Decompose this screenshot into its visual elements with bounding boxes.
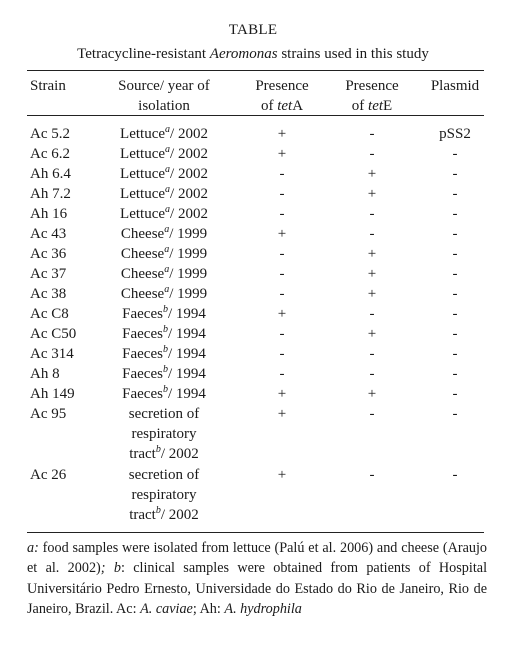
source-footnote-mark: a <box>165 124 171 135</box>
plasmid-cell: - <box>452 406 458 422</box>
tetA-cell: + <box>277 306 287 322</box>
source-name: Lettuce <box>120 126 166 142</box>
strain-cell: Ac 95 <box>30 406 67 422</box>
plasmid-cell: - <box>452 246 458 262</box>
source-footnote-mark: b <box>162 384 168 395</box>
source-year: / 1994 <box>167 306 206 322</box>
source-name: Lettuce <box>120 166 166 182</box>
tetA-cell: + <box>277 406 287 422</box>
footnote-b-text: : clinical samples were obtained from patients of Hospital Universitário Pedro Ernesto, Universidade do Estado do Rio de Janeiro, Rio de Janeiro, Brazil. Ac: <box>27 560 488 617</box>
source-name: Cheese <box>120 286 165 302</box>
source-line1: secretion of <box>128 406 200 422</box>
header-tetA-suffix: A <box>292 98 304 114</box>
source-line2: respiratory <box>131 487 197 503</box>
source-year: / 2002 <box>170 206 208 222</box>
source-footnote-mark: a <box>164 224 170 235</box>
source-cell <box>106 224 222 244</box>
source-year: / 2002 <box>160 446 199 462</box>
plasmid-cell: - <box>452 226 458 242</box>
source-name: Cheese <box>120 226 165 242</box>
table-body <box>0 124 506 526</box>
plasmid-cell: - <box>452 166 458 182</box>
source-footnote-mark: a <box>164 284 170 295</box>
source-name: Lettuce <box>120 186 166 202</box>
tetE-cell: + <box>367 166 377 182</box>
tetA-cell: - <box>279 166 285 182</box>
source-footnote-mark: a <box>165 204 171 215</box>
plasmid-cell: - <box>452 266 458 282</box>
strain-cell: Ah 8 <box>30 366 60 382</box>
header-source <box>106 76 222 116</box>
strain-cell: Ac 43 <box>30 226 67 242</box>
source-footnote-mark: a <box>164 244 170 255</box>
tetA-cell: - <box>279 346 285 362</box>
tetA-cell: - <box>279 366 285 382</box>
source-name: tract <box>129 446 156 462</box>
tetE-cell: - <box>369 126 375 142</box>
header-plasmid: Plasmid <box>430 78 480 94</box>
table-row <box>0 364 506 384</box>
footnote-a-text: food samples were isolated from lettuce (Palú et al. 2006) and cheese (Araujo et al. 2002) <box>27 540 487 577</box>
plasmid-cell: pSS2 <box>439 126 471 142</box>
tetE-cell: - <box>369 366 375 382</box>
footnote-separator: ; <box>100 560 114 577</box>
tetA-cell: - <box>279 186 285 202</box>
source-name: Faeces <box>122 306 163 322</box>
footnote-ah-species: A. hydrophila <box>224 600 302 617</box>
source-year: / 2002 <box>170 146 208 162</box>
source-year: / 1994 <box>167 346 206 362</box>
strain-cell: Ac 5.2 <box>30 126 70 142</box>
table-row <box>0 304 506 324</box>
plasmid-cell: - <box>452 306 458 322</box>
plasmid-cell: - <box>452 386 458 402</box>
source-year: / 1999 <box>169 266 208 282</box>
source-footnote-mark: b <box>162 324 168 335</box>
tetE-cell: + <box>367 186 377 202</box>
strain-cell: Ac 36 <box>30 246 67 262</box>
strain-cell: Ah 6.4 <box>30 166 71 182</box>
header-tetA-line1: Presence <box>255 78 309 94</box>
table-row <box>0 465 506 526</box>
table-caption <box>0 46 506 63</box>
source-name: Faeces <box>122 366 163 382</box>
tetA-cell: - <box>279 286 285 302</box>
source-year: / 1994 <box>167 366 206 382</box>
bottom-rule <box>27 532 484 533</box>
source-line3 <box>106 505 222 525</box>
table-row <box>0 244 506 264</box>
source-cell <box>106 264 222 284</box>
source-year: / 1999 <box>169 286 208 302</box>
source-year: / 1994 <box>167 326 206 342</box>
tetA-cell: - <box>279 266 285 282</box>
strain-cell: Ac 37 <box>30 266 67 282</box>
header-tetA <box>240 76 324 116</box>
source-footnote-mark: a <box>164 264 170 275</box>
source-footnote-mark: b <box>162 364 168 375</box>
table-label: TABLE <box>228 22 278 38</box>
source-footnote-mark: a <box>165 184 171 195</box>
strain-cell: Ah 7.2 <box>30 186 71 202</box>
strain-cell: Ac 6.2 <box>30 146 70 162</box>
plasmid-cell: - <box>452 346 458 362</box>
strain-cell: Ac C50 <box>30 326 77 342</box>
caption-prefix: Tetracycline-resistant <box>77 46 210 62</box>
source-cell <box>106 144 222 164</box>
source-cell <box>106 284 222 304</box>
header-tetA-prefix: of <box>260 98 278 114</box>
tetA-cell: + <box>277 386 287 402</box>
source-name: Faeces <box>122 326 163 342</box>
plasmid-cell: - <box>452 467 458 483</box>
tetA-cell: - <box>279 246 285 262</box>
strain-cell: Ac C8 <box>30 306 69 322</box>
source-cell <box>106 244 222 264</box>
table-row <box>0 324 506 344</box>
source-footnote-mark: b <box>162 344 168 355</box>
plasmid-cell: - <box>452 146 458 162</box>
source-year: / 1999 <box>169 246 208 262</box>
tetE-cell: - <box>369 146 375 162</box>
tetE-cell: + <box>367 246 377 262</box>
source-cell <box>106 344 222 364</box>
source-year: / 2002 <box>170 166 208 182</box>
header-tetE-gene: tet <box>368 98 384 114</box>
source-year: / 1999 <box>169 226 208 242</box>
tetE-cell: + <box>367 386 377 402</box>
source-line1: secretion of <box>128 467 200 483</box>
source-cell <box>106 124 222 144</box>
table-row <box>0 284 506 304</box>
plasmid-cell: - <box>452 186 458 202</box>
table-row <box>0 404 506 465</box>
plasmid-cell: - <box>452 286 458 302</box>
strain-cell: Ah 149 <box>30 386 75 402</box>
tetA-cell: + <box>277 226 287 242</box>
caption-genus: Aeromonas <box>209 46 278 62</box>
tetE-cell: - <box>369 226 375 242</box>
source-cell <box>106 404 222 464</box>
source-year: / 1994 <box>167 386 206 402</box>
table-row <box>0 144 506 164</box>
header-tetE <box>330 76 414 116</box>
footnote-mid: ; Ah: <box>192 600 225 617</box>
source-footnote-mark: a <box>165 164 171 175</box>
source-name: Cheese <box>120 246 165 262</box>
footnote-b-label: b <box>113 560 121 577</box>
plasmid-cell: - <box>452 366 458 382</box>
tetE-cell: - <box>369 206 375 222</box>
table-row <box>0 264 506 284</box>
tetA-cell: + <box>277 467 287 483</box>
source-cell <box>106 304 222 324</box>
strain-cell: Ac 26 <box>30 467 67 483</box>
source-cell <box>106 364 222 384</box>
table-row <box>0 184 506 204</box>
source-cell <box>106 384 222 404</box>
header-rule <box>27 115 484 116</box>
header-tetE-line2 <box>330 96 414 116</box>
source-cell <box>106 164 222 184</box>
header-tetE-prefix: of <box>351 98 369 114</box>
source-cell <box>106 465 222 525</box>
tetE-cell: - <box>369 346 375 362</box>
tetA-cell: - <box>279 326 285 342</box>
source-footnote-mark: b <box>162 304 168 315</box>
table-row <box>0 384 506 404</box>
tetE-cell: - <box>369 406 375 422</box>
table-footnote <box>27 538 487 619</box>
top-rule <box>27 70 484 71</box>
table-row <box>0 344 506 364</box>
source-name: Lettuce <box>120 206 166 222</box>
source-name: tract <box>129 507 156 523</box>
header-tetA-gene: tet <box>277 98 293 114</box>
footnote-ac-species: A. caviae <box>140 600 193 617</box>
tetA-cell: + <box>277 126 287 142</box>
source-footnote-mark: b <box>155 444 161 455</box>
header-tetE-suffix: E <box>383 98 393 114</box>
tetA-cell: - <box>279 206 285 222</box>
source-cell <box>106 324 222 344</box>
source-year: / 2002 <box>170 126 208 142</box>
plasmid-cell: - <box>452 326 458 342</box>
strain-cell: Ac 314 <box>30 346 74 362</box>
tetA-cell: + <box>277 146 287 162</box>
strain-cell: Ac 38 <box>30 286 67 302</box>
tetE-cell: + <box>367 286 377 302</box>
source-footnote-mark: a <box>165 144 171 155</box>
source-cell <box>106 184 222 204</box>
header-tetA-line2 <box>240 96 324 116</box>
header-strain: Strain <box>30 78 66 94</box>
tetE-cell: + <box>367 326 377 342</box>
source-name: Lettuce <box>120 146 166 162</box>
source-year: / 2002 <box>170 186 208 202</box>
table-row <box>0 224 506 244</box>
strain-cell: Ah 16 <box>30 206 68 222</box>
caption-suffix: strains used in this study <box>277 46 429 62</box>
header-tetE-line1: Presence <box>345 78 399 94</box>
source-line3 <box>106 444 222 464</box>
plasmid-cell: - <box>452 206 458 222</box>
table-row <box>0 124 506 144</box>
source-cell <box>106 204 222 224</box>
header-source-line1: Source/ year of <box>118 78 210 94</box>
tetE-cell: - <box>369 306 375 322</box>
source-line2: respiratory <box>131 426 197 442</box>
source-name: Faeces <box>122 386 163 402</box>
footnote-a-label: a: <box>27 540 39 556</box>
source-footnote-mark: b <box>155 505 161 516</box>
source-name: Faeces <box>122 346 163 362</box>
source-year: / 2002 <box>160 507 199 523</box>
table-row <box>0 204 506 224</box>
header-source-line2: isolation <box>138 98 190 114</box>
table-row <box>0 164 506 184</box>
tetE-cell: - <box>369 467 375 483</box>
source-name: Cheese <box>120 266 165 282</box>
tetE-cell: + <box>367 266 377 282</box>
